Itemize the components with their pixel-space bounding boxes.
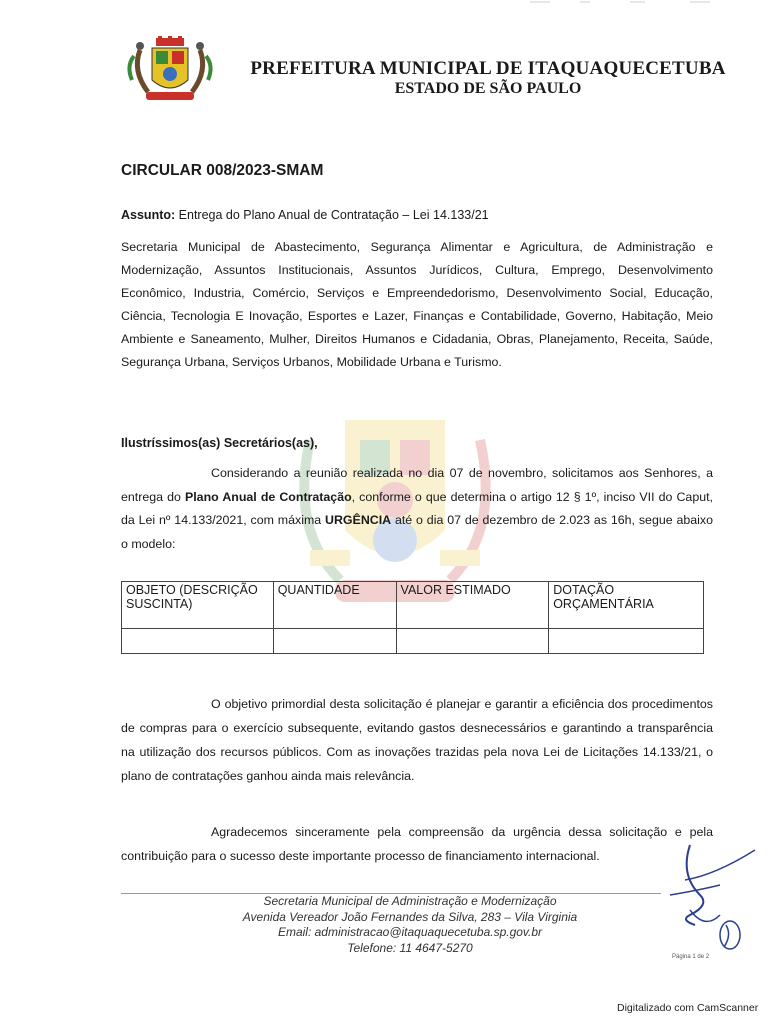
footer (200, 894, 620, 956)
table-header-cell: OBJETO (DESCRIÇÃO SUSCINTA) (122, 582, 274, 629)
footer-phone: Telefone: 11 4647-5270 (347, 940, 473, 955)
page-number: Página 1 de 2 (672, 954, 710, 960)
request-urgency: URGÊNCIA (325, 513, 392, 527)
table-header-cell: VALOR ESTIMADO (396, 582, 549, 629)
table-header-cell: QUANTIDADE (273, 582, 396, 629)
table-row (122, 629, 704, 654)
table-cell (273, 629, 396, 654)
table-cell (549, 629, 704, 654)
city-hall-title: PREFEITURA MUNICIPAL DE ITAQUAQUECETUBA (250, 58, 726, 79)
addressees-paragraph: Secretaria Municipal de Abastecimento, Segurança Alimentar e Agricultura, de Administração e Modernização, Assuntos Institucionais, Assuntos Jurídicos, Cultura, Emprego, Desenvolvimento Econômico, Industria, Comércio, Serviços e Empreendedorismo, Desenvolvimento Social, Educação, Ciência, Tecnologia E Inovação, Esportes e Lazer, Finanças e Contabilidade, Governo, Habitação, Meio Ambiente e Saneamento, Mulher, Direitos Humanos e Cidadania, Obras, Planejamento, Receita, Saúde, Segurança Urbana, Serviços Urbanos, Mobilidade Urbana e Turismo. (121, 240, 713, 369)
request-plan-name: Plano Anual de Contratação (184, 489, 352, 504)
thanks-paragraph (121, 820, 713, 868)
scanner-watermark-text: Digitalizado com CamScanner (617, 1002, 759, 1014)
request-text-part2: , conforme o que determina o artigo 12 § 1º, inciso VII do Caput, da Lei nº 14.133/2021, com máxima (121, 489, 713, 527)
objective-paragraph (121, 692, 713, 788)
subject-text: Entrega do Plano Anual de Contratação – Lei 14.133/21 (178, 208, 489, 222)
footer-address: Avenida Vereador João Fernandes da Silva, 283 – Vila Virginia (242, 909, 578, 924)
state-subtitle: ESTADO DE SÃO PAULO (394, 80, 582, 97)
request-text-part3: até o dia 07 de dezembro de 2.023 as 16h, segue abaixo o modelo: (121, 513, 713, 551)
letterhead (120, 36, 740, 106)
request-text-part1: Considerando a reunião realizada no dia 07 de novembro, solicitamos aos Senhores, a entrega do (121, 466, 713, 504)
footer-email: Email: administracao@itaquaquecetuba.sp.gov.br (277, 925, 543, 939)
table-header-row (122, 582, 704, 629)
request-paragraph (121, 462, 713, 556)
municipal-crest-logo (120, 36, 220, 104)
table-cell (396, 629, 549, 654)
table-header-cell: DOTAÇÃO ORÇAMENTÁRIA (549, 582, 704, 629)
scan-marks (520, 0, 720, 6)
footer-department: Secretaria Municipal de Administração e Modernização (263, 894, 557, 908)
subject-label: Assunto: (121, 208, 176, 222)
model-table (121, 581, 704, 654)
thanks-text: Agradecemos sinceramente pela compreensão da urgência dessa solicitação e pela contribuição para o sucesso deste importante processo de financiamento internacional. (121, 825, 713, 863)
handwritten-signature (660, 835, 760, 955)
salutation: Ilustríssimos(as) Secretários(as), (121, 436, 318, 450)
table-cell (122, 629, 274, 654)
subject-line (121, 208, 489, 222)
objective-text: O objetivo primordial desta solicitação é planejar e garantir a eficiência dos procedimentos de compras para o exercício subsequente, evitando gastos desnecessários e garantindo a transparência na utilização dos recursos públicos. Com as inovações trazidas pela nova Lei de Licitações 14.133/21, o plano de contratações ganhou ainda mais relevância. (121, 697, 713, 783)
circular-number: CIRCULAR 008/2023-SMAM (121, 162, 324, 179)
